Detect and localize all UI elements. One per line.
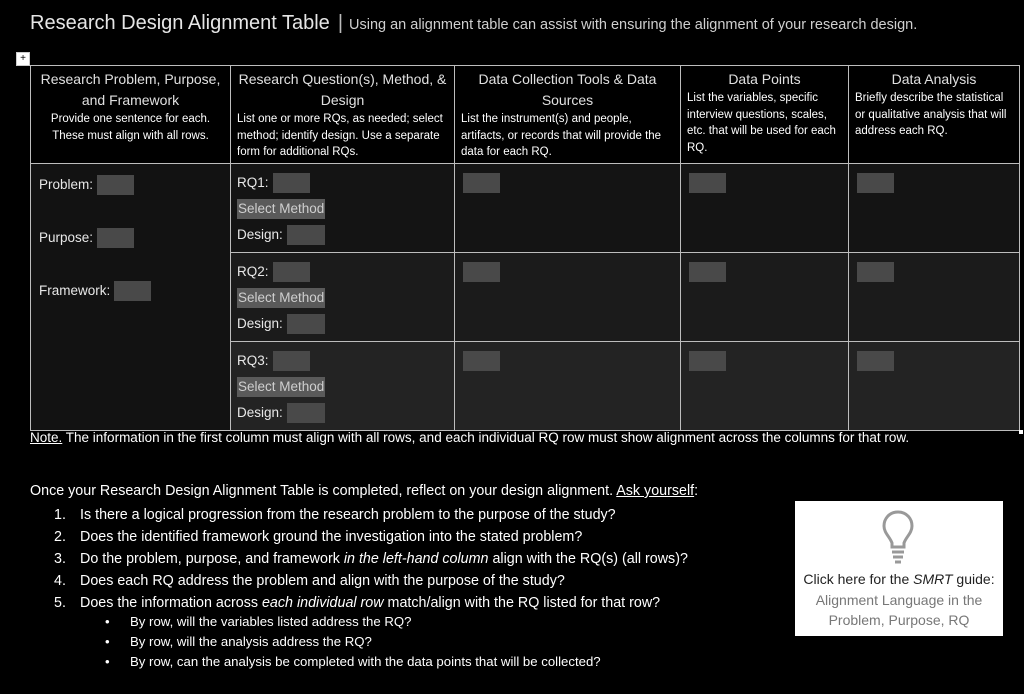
- page-title: Research Design Alignment Table: [30, 12, 330, 34]
- header-desc: Briefly describe the statistical or qualitative analysis that will address each RQ.: [855, 92, 1007, 137]
- header-problem-purpose-framework: [31, 66, 231, 164]
- header-research-questions: [231, 66, 455, 164]
- bullet-text: By row, will the analysis address the RQ?: [130, 634, 372, 649]
- rq3-design-input[interactable]: [287, 403, 325, 423]
- rq3-data-points-cell: [681, 341, 849, 430]
- list-item: [105, 652, 601, 672]
- list-item: [54, 526, 688, 548]
- rq3-data-points-input[interactable]: [689, 351, 726, 371]
- bullet-icon: •: [105, 614, 110, 629]
- question-number: 1.: [54, 507, 66, 523]
- rq3-label: RQ3:: [237, 353, 269, 368]
- question-text-emphasis: in the left-hand column: [343, 551, 489, 567]
- question-text-post: align with the RQ(s) (all rows)?: [488, 551, 688, 567]
- rq2-cell: [231, 252, 455, 341]
- rq2-data-collection-input[interactable]: [463, 262, 500, 282]
- guide-text-post: guide:: [952, 571, 995, 587]
- page-header: [30, 12, 917, 35]
- rq1-design-label: Design:: [237, 227, 283, 242]
- note-label: Note.: [30, 430, 63, 445]
- table-note: [30, 430, 909, 445]
- header-title: Research Problem, Purpose, and Framework: [40, 71, 221, 108]
- question-text-post: match/align with the RQ listed for that row?: [383, 595, 661, 611]
- lightbulb-icon: [881, 509, 915, 565]
- rq2-line: [237, 259, 448, 285]
- rq1-input[interactable]: [273, 173, 310, 193]
- rq3-method-line: [237, 374, 448, 400]
- header-desc: List the variables, specific interview questions, scales, etc. that will be used for each RQ.: [687, 92, 836, 154]
- rq3-design-label: Design:: [237, 405, 283, 420]
- list-item: [54, 504, 688, 526]
- alignment-table: [30, 65, 1020, 431]
- header-desc: List the instrument(s) and people, artifacts, or records that will provide the data for each RQ.: [461, 113, 662, 158]
- table-resize-handle[interactable]: [1019, 430, 1023, 434]
- smrt-guide-link[interactable]: [795, 501, 1003, 636]
- question-text-emphasis: each individual row: [261, 595, 384, 611]
- rq1-line: [237, 170, 448, 196]
- rq2-select-method-dropdown[interactable]: Select Method: [237, 288, 325, 308]
- purpose-input[interactable]: [97, 228, 134, 248]
- guide-text-pre: Click here for the: [803, 571, 914, 587]
- question-text: Does the identified framework ground the investigation into the stated problem?: [80, 529, 583, 545]
- rq1-data-analysis-cell: [849, 163, 1020, 252]
- bullet-text: By row, can the analysis be completed with the data points that will be collected?: [130, 654, 601, 669]
- framework-line: [39, 278, 222, 304]
- header-title: Data Points: [728, 71, 801, 87]
- title-separator: |: [337, 12, 344, 34]
- list-item: [105, 612, 601, 632]
- question-number: 2.: [54, 529, 66, 545]
- header-data-points: [681, 66, 849, 164]
- reflection-colon: :: [694, 483, 699, 499]
- list-item: [105, 632, 601, 652]
- header-title: Data Analysis: [891, 71, 977, 87]
- rq3-line: [237, 348, 448, 374]
- header-desc: List one or more RQs, as needed; select method; identify design. Use a separate form for additional RQs.: [237, 113, 443, 158]
- problem-input[interactable]: [97, 175, 134, 195]
- list-item: [54, 592, 688, 614]
- framework-label: Framework:: [39, 283, 111, 298]
- left-column-cell: [31, 163, 231, 430]
- question-number: 3.: [54, 551, 66, 567]
- rq3-data-collection-cell: [455, 341, 681, 430]
- problem-label: Problem:: [39, 177, 94, 192]
- rq2-data-collection-cell: [455, 252, 681, 341]
- table-move-handle-icon[interactable]: +: [16, 52, 30, 66]
- question-text-pre: Does the information across: [80, 595, 262, 611]
- page-subtitle: Using an alignment table can assist with ensuring the alignment of your research design.: [349, 17, 918, 33]
- question-text: [80, 592, 660, 614]
- rq1-data-collection-input[interactable]: [463, 173, 500, 193]
- rq1-design-input[interactable]: [287, 225, 325, 245]
- reflection-intro: [30, 483, 698, 499]
- framework-input[interactable]: [114, 281, 151, 301]
- rq3-input[interactable]: [273, 351, 310, 371]
- header-data-collection: [455, 66, 681, 164]
- rq1-data-points-input[interactable]: [689, 173, 726, 193]
- list-item: [54, 570, 688, 592]
- header-title: Data Collection Tools & Data Sources: [478, 71, 657, 108]
- rq2-data-analysis-input[interactable]: [857, 262, 894, 282]
- rq1-design-line: [237, 222, 448, 248]
- reflection-bullets-list: [105, 612, 601, 672]
- list-item: [54, 548, 688, 570]
- ask-yourself-text: Ask yourself: [616, 483, 695, 499]
- header-data-analysis: [849, 66, 1020, 164]
- rq1-label: RQ1:: [237, 175, 269, 190]
- guide-text-emphasis: SMRT: [913, 571, 953, 587]
- purpose-line: [39, 225, 222, 251]
- question-text: [80, 548, 688, 570]
- rq3-data-collection-input[interactable]: [463, 351, 500, 371]
- question-number: 4.: [54, 573, 66, 589]
- question-number: 5.: [54, 595, 66, 611]
- rq2-design-line: [237, 311, 448, 337]
- rq2-data-points-input[interactable]: [689, 262, 726, 282]
- reflection-intro-text: Once your Research Design Alignment Table is completed, reflect on your design alignment.: [30, 483, 617, 499]
- rq1-select-method-dropdown[interactable]: Select Method: [237, 199, 325, 219]
- question-text: Does each RQ address the problem and align with the purpose of the study?: [80, 573, 565, 589]
- note-text: The information in the first column must align with all rows, and each individual RQ row must show alignment across the columns for that row.: [62, 430, 910, 445]
- reflection-questions-list: [54, 504, 688, 614]
- rq1-cell: [231, 163, 455, 252]
- rq1-data-analysis-input[interactable]: [857, 173, 894, 193]
- header-title: Research Question(s), Method, & Design: [238, 71, 447, 108]
- bullet-icon: •: [105, 654, 110, 669]
- rq2-input[interactable]: [273, 262, 310, 282]
- bullet-text: By row, will the variables listed address the RQ?: [130, 614, 412, 629]
- guide-line-1: [795, 571, 1003, 587]
- rq3-cell: [231, 341, 455, 430]
- rq2-data-analysis-cell: [849, 252, 1020, 341]
- rq1-data-points-cell: [681, 163, 849, 252]
- question-text-pre: Do the problem, purpose, and framework: [80, 551, 344, 567]
- question-text: Is there a logical progression from the research problem to the purpose of the study?: [80, 507, 616, 523]
- rq1-data-collection-cell: [455, 163, 681, 252]
- problem-line: [39, 172, 222, 198]
- guide-line-3: Problem, Purpose, RQ: [828, 612, 970, 628]
- rq3-data-analysis-cell: [849, 341, 1020, 430]
- header-desc: Provide one sentence for each. These must align with all rows.: [50, 113, 211, 142]
- rq2-data-points-cell: [681, 252, 849, 341]
- rq2-label: RQ2:: [237, 264, 269, 279]
- rq2-design-label: Design:: [237, 316, 283, 331]
- bullet-icon: •: [105, 634, 110, 649]
- rq3-design-line: [237, 400, 448, 426]
- rq2-method-line: [237, 285, 448, 311]
- rq3-select-method-dropdown[interactable]: Select Method: [237, 377, 325, 397]
- rq2-design-input[interactable]: [287, 314, 325, 334]
- rq1-method-line: [237, 196, 448, 222]
- purpose-label: Purpose:: [39, 230, 94, 245]
- rq3-data-analysis-input[interactable]: [857, 351, 894, 371]
- guide-line-2: Alignment Language in the: [815, 592, 983, 608]
